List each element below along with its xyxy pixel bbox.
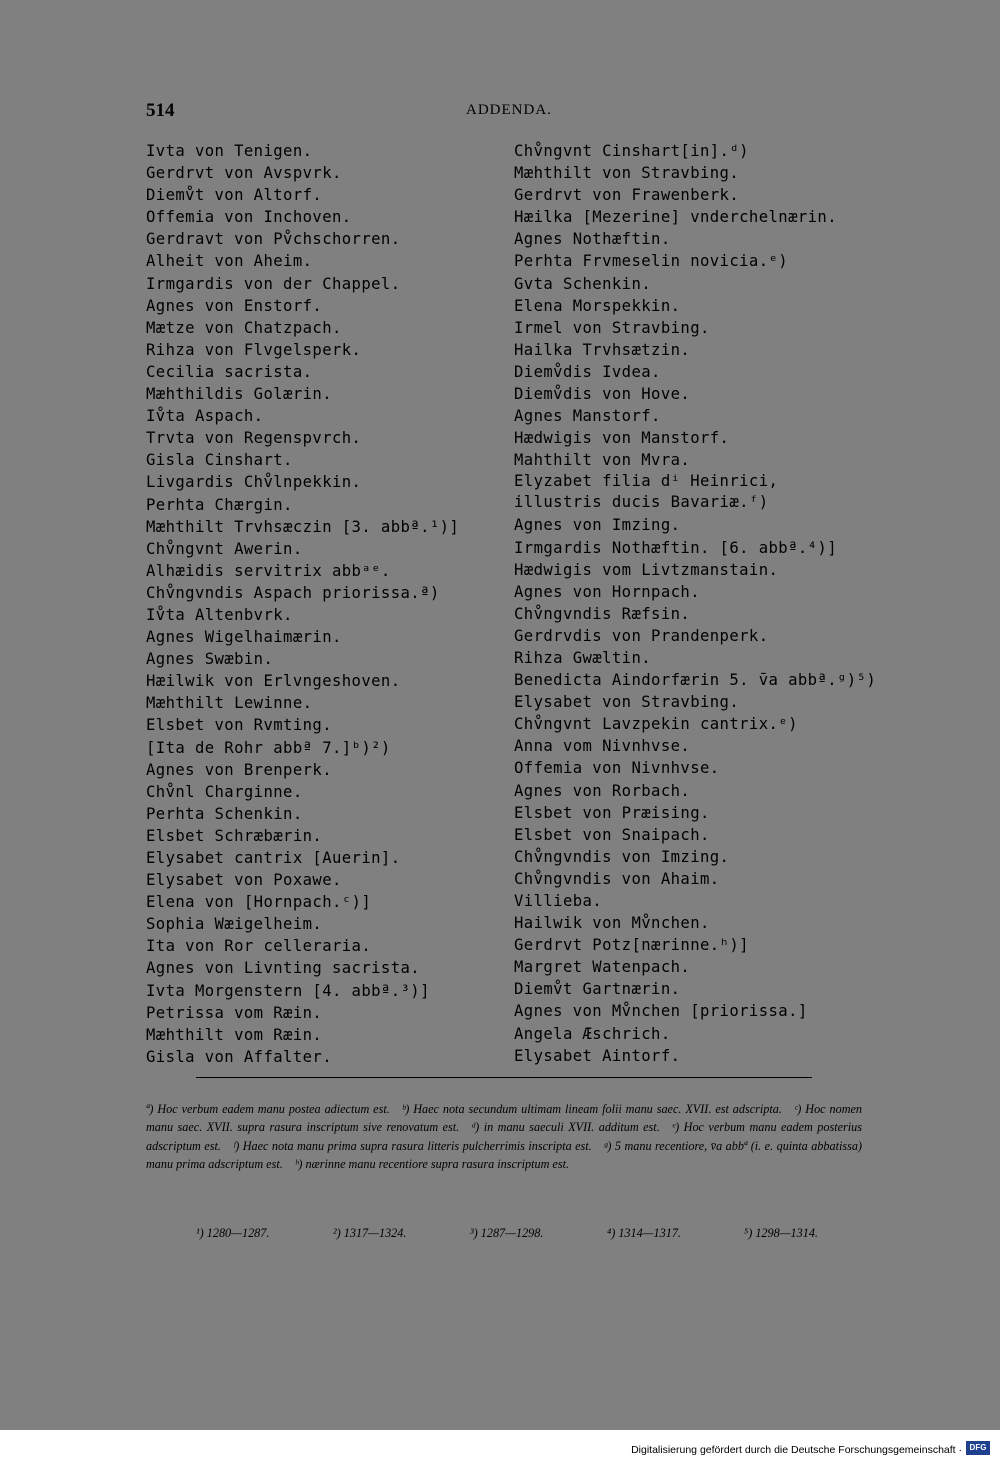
name-entry: Agnes von Rorbach. <box>514 781 691 800</box>
footnotes <box>146 1100 862 1174</box>
name-entry: Sophia Wæigelheim. <box>146 915 323 934</box>
name-entry: Agnes Manstorf. <box>514 407 661 426</box>
name-entry: Alheit von Aheim. <box>146 252 313 271</box>
name-entry: Elysabet von Poxawe. <box>146 871 342 890</box>
name-entry: Ivta Morgenstern [4. abbª.³)] <box>146 981 430 1000</box>
name-entry: Perhta Frvmeselin novicia.ᵉ) <box>514 252 789 271</box>
name-entry: Hailwik von Mv̊nchen. <box>514 914 710 933</box>
name-entry: Diemv̊t Gartnærin. <box>514 980 681 999</box>
name-entry: Agnes von Imzing. <box>514 516 681 535</box>
name-entry: Elena von [Hornpach.ᶜ)] <box>146 893 372 912</box>
name-entry: Elsbet Schræbærin. <box>146 826 323 845</box>
name-entry: Agnes Nothæftin. <box>514 230 671 249</box>
footnote-rule <box>196 1077 812 1078</box>
name-entry: [Ita de Rohr abbª 7.]ᵇ)²) <box>146 738 391 757</box>
name-entry: Diemv̊t von Altorf. <box>146 186 323 205</box>
date-note: ²) 1317—1324. <box>333 1226 407 1240</box>
name-entry: Elsbet von Snaipach. <box>514 825 710 844</box>
name-entry: Elsbet von Rvmting. <box>146 716 332 735</box>
name-entry: Gerdrvt von Avspvrk. <box>146 164 342 183</box>
dfg-logo: DFG <box>966 1441 990 1455</box>
footnote: ʰ) nærinne manu recentiore supra rasura inscriptum est. <box>294 1157 570 1172</box>
name-entry: Agnes von Enstorf. <box>146 296 323 315</box>
name-entry: Gisla von Affalter. <box>146 1047 332 1066</box>
footnote: ᶜ) Hoc nomen manu saec. XVII. supra rasura inscriptum sive renovatum est. <box>146 1102 862 1135</box>
footnote: ª) Hoc verbum eadem manu postea adiectum est. <box>146 1102 390 1116</box>
name-entry: Rihza Gwæltin. <box>514 648 652 667</box>
name-entry: Perhta Chærgin. <box>146 495 293 514</box>
names-column-left <box>146 140 496 1068</box>
name-entry: Irmgardis von der Chappel. <box>146 274 401 293</box>
name-entry: Mæhthildis Golærin. <box>146 385 332 404</box>
credit-text: Digitalisierung gefördert durch die Deutsche Forschungsgemeinschaft · <box>631 1444 962 1456</box>
name-entry: Hæilka [Mezerine] vnderchelnærin. <box>514 208 838 227</box>
name-entry: Chv̊ngvndis von Imzing. <box>514 847 730 866</box>
name-entry: Agnes Swæbin. <box>146 650 274 669</box>
name-entry: Iv̊ta Altenbvrk. <box>146 605 293 624</box>
name-entry: Hailka Trvhsætzin. <box>514 340 691 359</box>
name-entry: Chv̊ngvnt Lavzpekin cantrix.ᵉ) <box>514 715 798 734</box>
name-entry: Rihza von Flvgelsperk. <box>146 340 362 359</box>
name-entry: Chv̊ngvndis Aspach priorissa.ª) <box>146 583 440 602</box>
name-entry: Gisla Cinshart. <box>146 451 293 470</box>
name-entry: Trvta von Regenspvrch. <box>146 429 362 448</box>
name-entry: Elyzabet filia dⁱ Heinrici, illustris ducis Bavariæ.ᶠ) <box>514 472 779 512</box>
name-entry: Agnes von Mv̊nchen [priorissa.] <box>514 1002 808 1021</box>
name-entry: Margret Watenpach. <box>514 958 691 977</box>
name-entry: Hæilwik von Erlvngeshoven. <box>146 672 401 691</box>
name-entry: Gvta Schenkin. <box>514 274 652 293</box>
name-entry: Elena Morspekkin. <box>514 296 681 315</box>
footnote: ᵇ) Haec nota secundum ultimam lineam folii manu saec. XVII. est adscripta. <box>401 1102 782 1116</box>
name-entry: Irmel von Stravbing. <box>514 318 710 337</box>
page-number: 514 <box>146 100 175 121</box>
name-entry: Chv̊ngvnt Awerin. <box>146 539 303 558</box>
name-entry: Agnes Wigelhaimærin. <box>146 628 342 647</box>
name-entry: Offemia von Nivnhvse. <box>514 759 720 778</box>
running-head: ADDENDA. <box>466 102 552 118</box>
name-entry: Ivta von Tenigen. <box>146 142 313 160</box>
name-entry: Agnes von Brenperk. <box>146 760 332 779</box>
footnote: ᵈ) in manu saeculi XVII. additum est. <box>471 1120 660 1135</box>
name-entry: Perhta Schenkin. <box>146 804 303 823</box>
date-notes <box>196 1226 881 1241</box>
footnote: ᵍ) 5 manu recentiore, v̄a abbª (i. e. quinta abbatissa) manu prima adscriptum est. <box>146 1138 862 1172</box>
name-entry: Hædwigis vom Livtzmanstain. <box>514 560 779 579</box>
footnote: ᶠ) Haec nota manu prima supra rasura litteris pulcherrimis inscripta est. <box>233 1138 592 1153</box>
name-entry: Villieba. <box>514 892 603 910</box>
date-note: ⁵) 1298—1314. <box>744 1226 818 1240</box>
name-entry: Anna vom Nivnhvse. <box>514 737 691 756</box>
name-entry: Elysabet Aintorf. <box>514 1046 681 1065</box>
name-entry: Mæhthilt von Stravbing. <box>514 164 740 183</box>
name-entry: Gerdravt von Pv̊chschorren. <box>146 230 401 249</box>
name-entry: Gerdrvdis von Prandenperk. <box>514 626 769 645</box>
name-entry: Agnes von Hornpach. <box>514 582 700 601</box>
name-entry: Mahthilt von Mvra. <box>514 451 691 470</box>
name-entry: Mætze von Chatzpach. <box>146 318 342 337</box>
footnote: ᵉ) Hoc verbum manu eadem posterius adscriptum est. <box>146 1120 862 1153</box>
name-entry: Chv̊ngvndis Ræfsin. <box>514 604 691 623</box>
name-entry: Elysabet cantrix [Auerin]. <box>146 849 401 867</box>
name-entry: Chv̊nl Charginne. <box>146 782 303 801</box>
name-entry: Ita von Ror celleraria. <box>146 937 372 956</box>
name-entry: Alhæidis servitrix abbᵃᵉ. <box>146 561 391 580</box>
name-entry: Iv̊ta Aspach. <box>146 407 264 426</box>
name-entry: Angela Æschrich. <box>514 1024 671 1043</box>
name-entry: Agnes von Livnting sacrista. <box>146 959 421 978</box>
names-column-right <box>514 140 877 1067</box>
name-entry: Benedicta Aindorfærin 5. v̄a abbª.ᵍ)⁵) <box>514 671 877 690</box>
name-entry: Elysabet von Stravbing. <box>514 693 740 712</box>
name-entry: Petrissa vom Ræin. <box>146 1003 323 1022</box>
name-entry: Mæhthilt Trvhsæczin [3. abbª.¹)] <box>146 517 460 536</box>
name-entry: Elsbet von Præising. <box>514 803 710 822</box>
name-entry: Cecilia sacrista. <box>146 362 313 381</box>
name-entry: Offemia von Inchoven. <box>146 208 352 227</box>
name-entry: Livgardis Chv̊lnpekkin. <box>146 473 362 492</box>
date-note: ¹) 1280—1287. <box>196 1226 270 1240</box>
name-entry: Mæhthilt vom Ræin. <box>146 1025 323 1044</box>
name-entry: Hædwigis von Manstorf. <box>514 429 730 448</box>
date-note: ³) 1287—1298. <box>470 1226 544 1240</box>
name-entry: Irmgardis Nothæftin. [6. abbª.⁴)] <box>514 538 838 557</box>
name-entry: Mæhthilt Lewinne. <box>146 694 313 713</box>
credit-bar <box>0 1430 1000 1461</box>
name-entry: Chv̊ngvndis von Ahaim. <box>514 869 720 888</box>
date-note: ⁴) 1314—1317. <box>607 1226 681 1240</box>
name-entry: Chv̊ngvnt Cinshart[in].ᵈ) <box>514 142 749 160</box>
name-entry: Gerdrvt von Frawenberk. <box>514 186 740 205</box>
name-entry: Diemv̊dis Ivdea. <box>514 362 661 381</box>
name-entry: Diemv̊dis von Hove. <box>514 385 691 404</box>
name-entry: Gerdrvt Potz[nærinne.ʰ)] <box>514 936 749 955</box>
